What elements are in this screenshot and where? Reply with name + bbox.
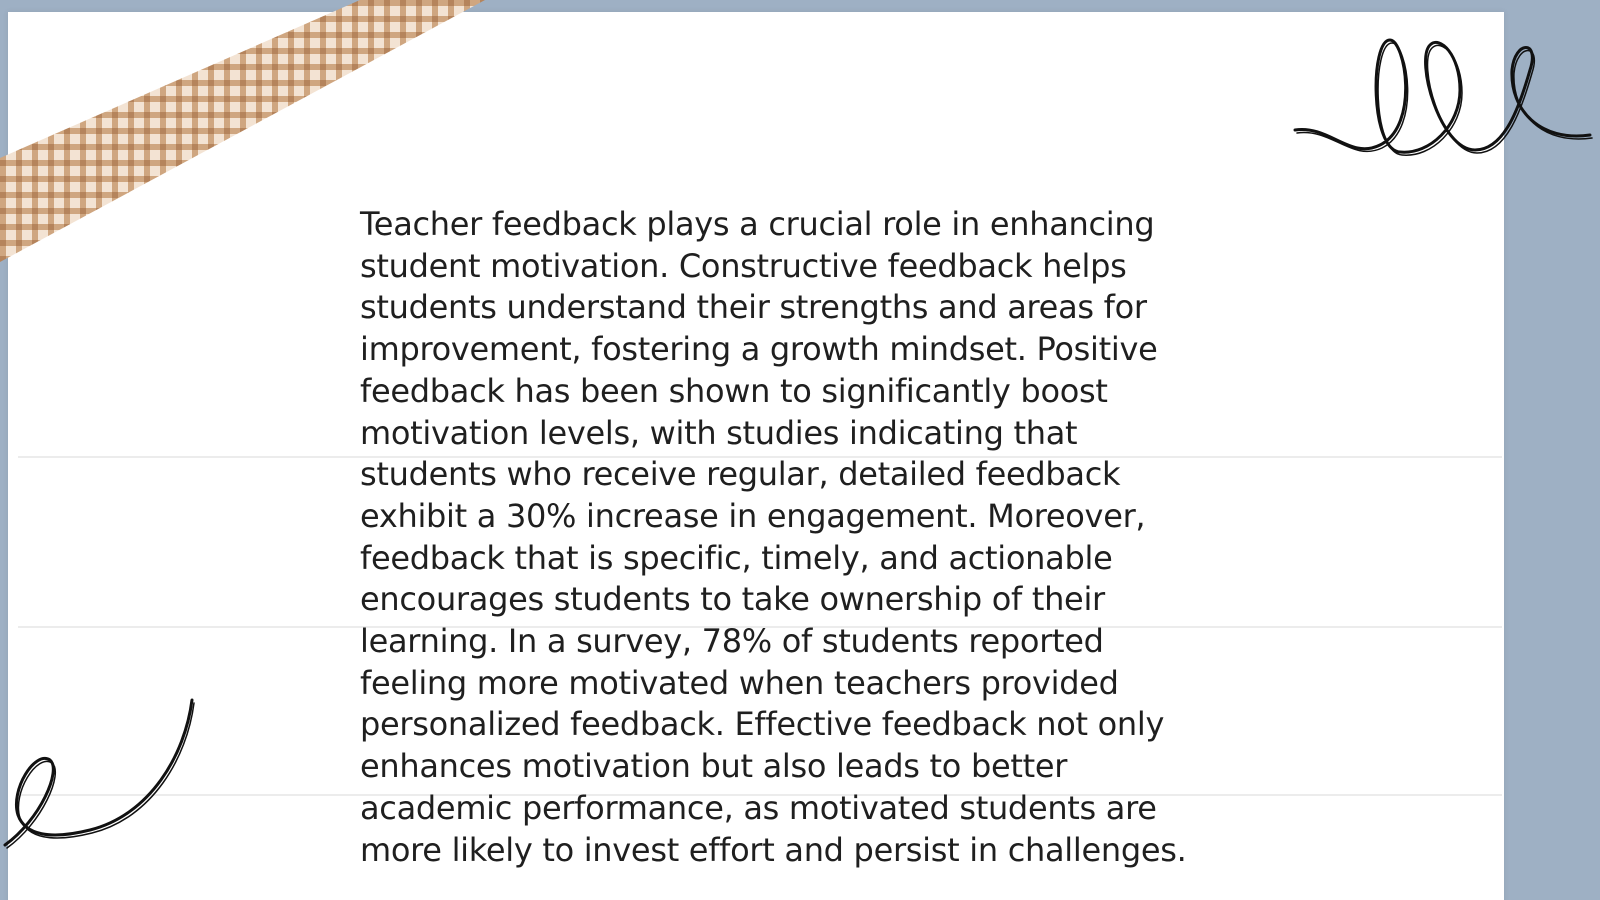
loopy-scribble-icon (1290, 30, 1600, 170)
swirl-scribble-icon (0, 695, 200, 855)
body-paragraph: Teacher feedback plays a crucial role in enhancing student motivation. Constructive feedback helps students understand their strengths and areas for improvement, fostering a growth mindset. Positive feedback has been shown to significantly boost motivation levels, with studies indicating that students who receive regular, detailed feedback exhibit a 30% increase in engagement. Moreover, feedback that is specific, timely, and actionable encourages students to take ownership of their learning. In a survey, 78% of students reported feeling more motivated when teachers provided personalized feedback. Effective feedback not only enhances motivation but also leads to better academic performance, as motivated students are more likely to invest effort and persist in challenges. (360, 205, 1187, 869)
